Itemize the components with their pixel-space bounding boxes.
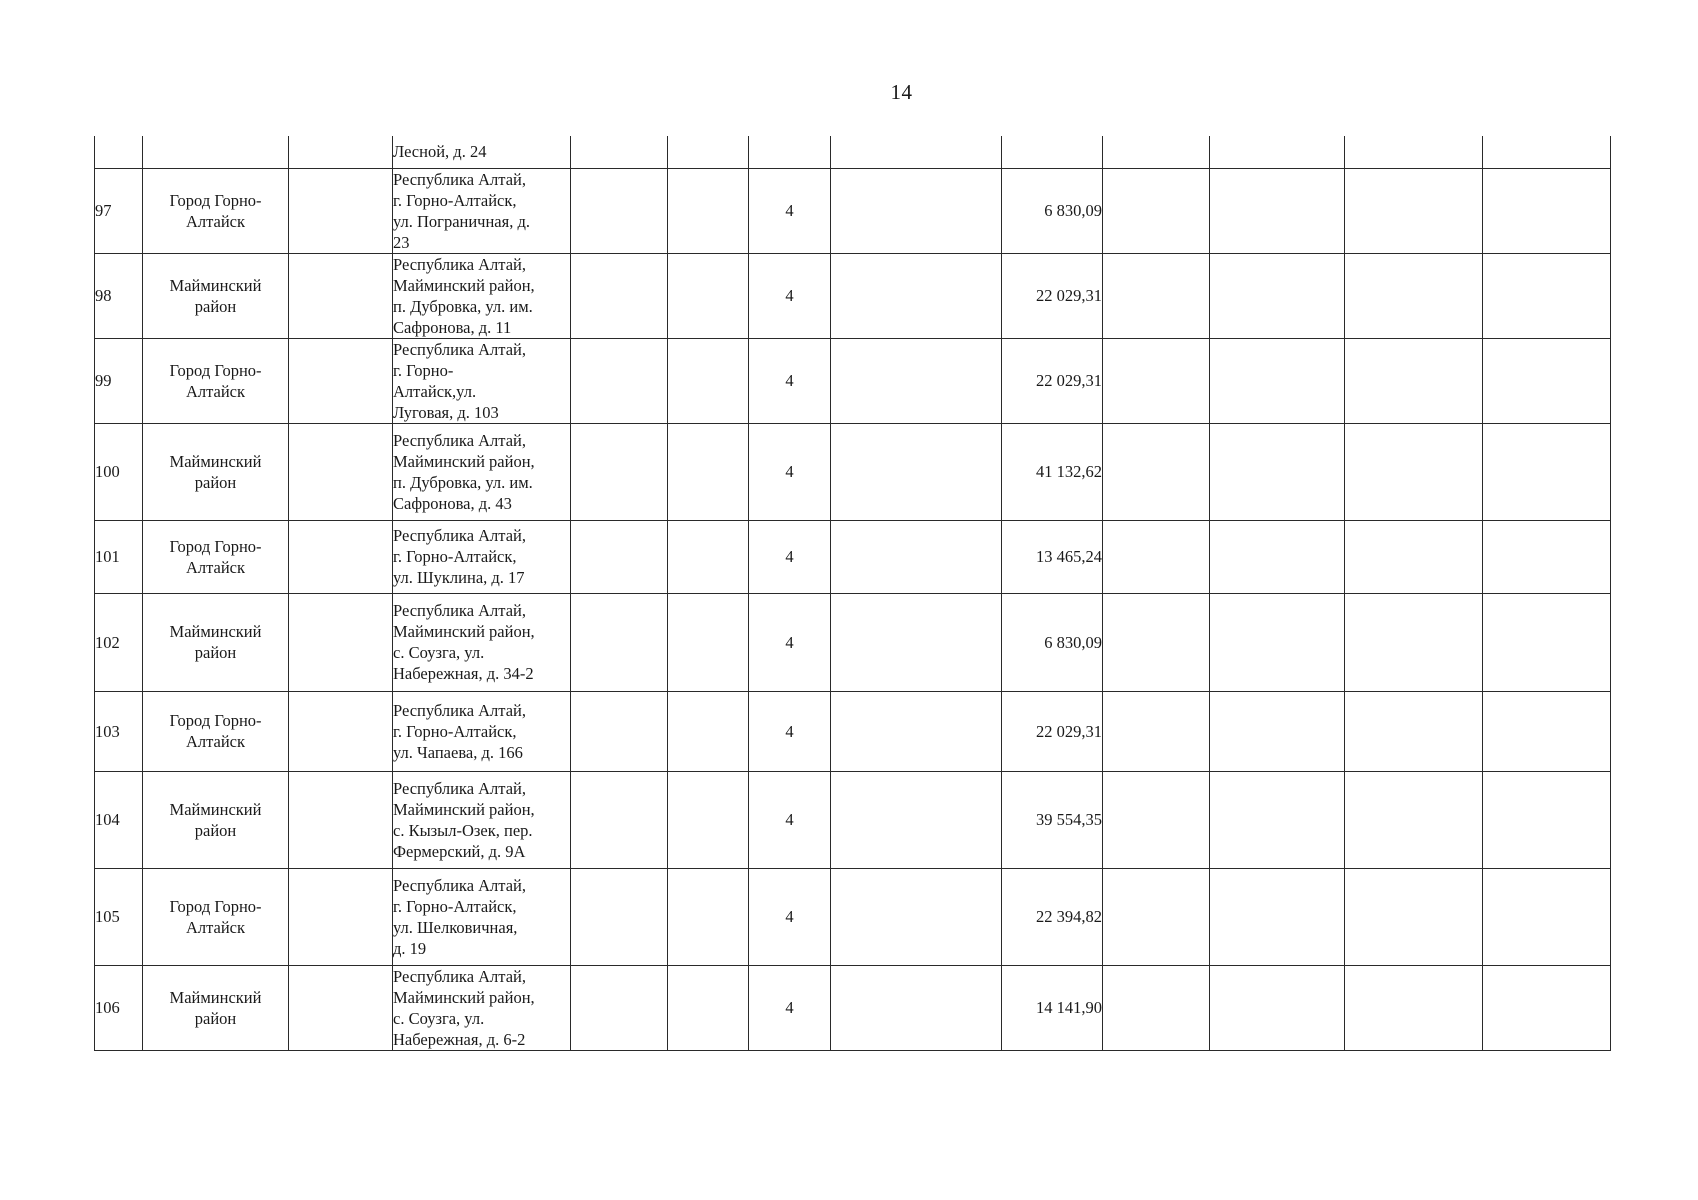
cell-floors: 4: [749, 965, 831, 1050]
cell-empty: [831, 168, 1002, 253]
cell-address-line: г. Горно-Алтайск,: [393, 721, 517, 741]
cell-empty: [1103, 965, 1210, 1050]
cell-address-line: с. Соузга, ул.: [393, 1008, 485, 1028]
cell-address-line: г. Горно-Алтайск,: [393, 896, 517, 916]
cell-empty: [1345, 253, 1483, 338]
cell-address-line: Республика Алтай,: [393, 169, 526, 189]
cell-empty: [831, 520, 1002, 593]
cell-empty: [1210, 868, 1345, 965]
cell-area-line: Майминский: [169, 987, 262, 1007]
cell-address-line: г. Горно-Алтайск,: [393, 190, 517, 210]
cell-empty: [571, 136, 668, 168]
cell-area-line: Город Горно-: [169, 711, 262, 730]
cell-area-line: Алтайск: [185, 732, 246, 751]
cell-amount: [1002, 136, 1103, 168]
cell-empty: [1210, 771, 1345, 868]
cell-num: 99: [95, 338, 143, 423]
cell-empty: [289, 771, 393, 868]
cell-address-line: Республика Алтай,: [393, 601, 526, 620]
cell-empty: [571, 691, 668, 771]
cell-amount: 6 830,09: [1002, 168, 1103, 253]
cell-address: [393, 965, 571, 1050]
table-row: [95, 338, 1611, 423]
cell-empty: [831, 253, 1002, 338]
cell-area: [143, 423, 289, 520]
cell-address-line: Республика Алтай,: [393, 430, 526, 450]
cell-empty: [1103, 691, 1210, 771]
table-row: [95, 423, 1611, 520]
cell-empty: [668, 868, 749, 965]
cell-empty: [289, 965, 393, 1050]
cell-empty: [1210, 253, 1345, 338]
cell-empty: [668, 423, 749, 520]
cell-empty: [1345, 868, 1483, 965]
cell-amount: 13 465,24: [1002, 520, 1103, 593]
cell-empty: [1483, 965, 1611, 1050]
cell-empty: [571, 168, 668, 253]
cell-empty: [831, 771, 1002, 868]
cell-empty: [289, 136, 393, 168]
cell-address: [393, 771, 571, 868]
cell-num: 101: [95, 520, 143, 593]
cell-address-line: Сафронова, д. 43: [393, 493, 512, 513]
cell-area-line: район: [194, 820, 237, 840]
cell-empty: [1345, 771, 1483, 868]
cell-empty: [1483, 423, 1611, 520]
cell-empty: [831, 136, 1002, 168]
cell-empty: [289, 868, 393, 965]
cell-area-line: Город Горно-: [169, 896, 262, 916]
cell-address-line: Алтайск,ул.: [393, 381, 477, 401]
cell-address-line: ул. Чапаева, д. 166: [393, 742, 523, 762]
cell-num: 106: [95, 965, 143, 1050]
cell-num: 104: [95, 771, 143, 868]
table-row: [95, 253, 1611, 338]
cell-empty: [1483, 771, 1611, 868]
cell-empty: [668, 253, 749, 338]
cell-address-line: Республика Алтай,: [393, 778, 526, 798]
cell-num: 100: [95, 423, 143, 520]
table-row: [95, 965, 1611, 1050]
cell-empty: [1103, 423, 1210, 520]
cell-address-line: Республика Алтай,: [393, 526, 526, 545]
cell-address: [393, 338, 571, 423]
cell-empty: [831, 868, 1002, 965]
cell-amount: 22 394,82: [1002, 868, 1103, 965]
cell-floors: 4: [749, 253, 831, 338]
cell-address: [393, 868, 571, 965]
cell-address: [393, 691, 571, 771]
cell-address-line: Набережная, д. 6-2: [393, 1029, 526, 1049]
cell-address-line: Фермерский, д. 9А: [393, 841, 526, 861]
cell-area-line: Майминский: [169, 275, 262, 295]
cell-empty: [571, 520, 668, 593]
cell-address-line: Луговая, д. 103: [393, 402, 499, 422]
cell-area-line: Майминский: [169, 451, 262, 471]
cell-area-line: Город Горно-: [169, 536, 262, 556]
cell-address-line: Республика Алтай,: [393, 700, 526, 720]
cell-address: [393, 168, 571, 253]
cell-empty: [831, 423, 1002, 520]
cell-address-line: п. Дубровка, ул. им.: [393, 472, 533, 492]
cell-num: [95, 136, 143, 168]
cell-address-line: Майминский район,: [393, 451, 535, 471]
cell-empty: [571, 338, 668, 423]
cell-amount: 39 554,35: [1002, 771, 1103, 868]
cell-empty: [1103, 136, 1210, 168]
cell-area: [143, 253, 289, 338]
cell-area-line: Майминский: [169, 799, 262, 819]
cell-empty: [668, 520, 749, 593]
cell-floors: 4: [749, 771, 831, 868]
cell-address-line: ул. Шуклина, д. 17: [393, 568, 525, 587]
cell-address-line: п. Дубровка, ул. им.: [393, 296, 533, 316]
cell-address-line: д. 19: [393, 938, 427, 958]
cell-address-line: ул. Пограничная, д.: [393, 211, 530, 231]
cell-empty: [1483, 868, 1611, 965]
table-row: [95, 520, 1611, 593]
cell-empty: [1210, 338, 1345, 423]
cell-area: [143, 691, 289, 771]
cell-area-line: Город Горно-: [169, 190, 262, 210]
cell-area: [143, 520, 289, 593]
cell-empty: [289, 338, 393, 423]
cell-amount: 22 029,31: [1002, 691, 1103, 771]
cell-empty: [1483, 520, 1611, 593]
cell-empty: [1210, 965, 1345, 1050]
cell-num: 97: [95, 168, 143, 253]
cell-amount: 6 830,09: [1002, 593, 1103, 691]
cell-area-line: район: [194, 472, 237, 492]
cell-address: [393, 253, 571, 338]
cell-area: [143, 136, 289, 168]
cell-address-line: г. Горно-Алтайск,: [393, 547, 517, 566]
cell-area-line: Город Горно-: [169, 360, 262, 380]
cell-empty: [571, 423, 668, 520]
cell-empty: [571, 868, 668, 965]
cell-area-line: Алтайск: [185, 211, 246, 231]
cell-address-line: Республика Алтай,: [393, 966, 526, 986]
cell-empty: [1103, 520, 1210, 593]
cell-amount: 22 029,31: [1002, 338, 1103, 423]
cell-address-line: 23: [393, 232, 410, 252]
cell-empty: [289, 691, 393, 771]
cell-address-line: Майминский район,: [393, 987, 535, 1007]
table-body: [95, 136, 1611, 1050]
cell-address-line: Республика Алтай,: [393, 339, 526, 359]
cell-empty: [1103, 253, 1210, 338]
cell-empty: [668, 593, 749, 691]
cell-empty: [1103, 168, 1210, 253]
cell-empty: [668, 136, 749, 168]
cell-area: [143, 868, 289, 965]
cell-empty: [1345, 136, 1483, 168]
cell-empty: [831, 965, 1002, 1050]
cell-empty: [571, 253, 668, 338]
cell-address-line: Майминский район,: [393, 799, 535, 819]
cell-empty: [1210, 423, 1345, 520]
cell-floors: 4: [749, 593, 831, 691]
cell-empty: [571, 593, 668, 691]
cell-empty: [1103, 338, 1210, 423]
cell-empty: [1210, 168, 1345, 253]
cell-empty: [1210, 520, 1345, 593]
cell-amount: 41 132,62: [1002, 423, 1103, 520]
cell-empty: [1345, 520, 1483, 593]
cell-empty: [571, 965, 668, 1050]
cell-floors: 4: [749, 168, 831, 253]
cell-area-line: Алтайск: [185, 557, 246, 577]
cell-address-line: Республика Алтай,: [393, 254, 526, 274]
cell-empty: [289, 253, 393, 338]
cell-empty: [831, 338, 1002, 423]
cell-empty: [1345, 423, 1483, 520]
cell-empty: [1483, 253, 1611, 338]
cell-address-line: Набережная, д. 34-2: [393, 664, 534, 683]
cell-empty: [289, 168, 393, 253]
cell-empty: [1210, 136, 1345, 168]
cell-empty: [1345, 168, 1483, 253]
cell-empty: [1345, 593, 1483, 691]
cell-address-line: ул. Шелковичная,: [393, 917, 518, 937]
table-row: [95, 771, 1611, 868]
table-row: [95, 691, 1611, 771]
cell-empty: [831, 691, 1002, 771]
cell-empty: [1210, 691, 1345, 771]
cell-empty: [1483, 593, 1611, 691]
cell-address-line: Майминский район,: [393, 275, 535, 295]
cell-empty: [668, 771, 749, 868]
cell-floors: 4: [749, 520, 831, 593]
cell-empty: [1345, 691, 1483, 771]
cell-empty: [1103, 868, 1210, 965]
cell-empty: [1103, 771, 1210, 868]
cell-area: [143, 965, 289, 1050]
cell-floors: [749, 136, 831, 168]
cell-address-line: с. Соузга, ул.: [393, 643, 485, 662]
cell-num: 105: [95, 868, 143, 965]
cell-address-line: г. Горно-: [393, 360, 454, 380]
table-row: [95, 868, 1611, 965]
cell-num: 103: [95, 691, 143, 771]
cell-address-line: Республика Алтай,: [393, 875, 526, 895]
cell-empty: [1483, 691, 1611, 771]
cell-empty: [668, 168, 749, 253]
cell-address-line: Майминский район,: [393, 622, 535, 641]
cell-num: 98: [95, 253, 143, 338]
cell-floors: 4: [749, 868, 831, 965]
cell-empty: [289, 423, 393, 520]
cell-area: [143, 771, 289, 868]
cell-address-line: Сафронова, д. 11: [393, 317, 512, 337]
cell-area-line: Майминский: [169, 622, 262, 641]
cell-empty: [668, 338, 749, 423]
cell-floors: 4: [749, 338, 831, 423]
cell-empty: [1483, 168, 1611, 253]
cell-empty: [1103, 593, 1210, 691]
cell-address: [393, 423, 571, 520]
cell-empty: [1210, 593, 1345, 691]
cell-area: [143, 338, 289, 423]
cell-empty: [668, 965, 749, 1050]
cell-amount: 22 029,31: [1002, 253, 1103, 338]
table-row: [95, 168, 1611, 253]
cell-address: [393, 593, 571, 691]
cell-area-line: район: [194, 1008, 237, 1028]
cell-floors: 4: [749, 691, 831, 771]
registry-table: [94, 136, 1611, 1051]
cell-area-line: Алтайск: [185, 381, 246, 401]
table-row: [95, 593, 1611, 691]
cell-floors: 4: [749, 423, 831, 520]
cell-empty: [668, 691, 749, 771]
cell-empty: [289, 593, 393, 691]
cell-empty: [571, 771, 668, 868]
cell-empty: [1345, 965, 1483, 1050]
cell-empty: [289, 520, 393, 593]
cell-area: [143, 593, 289, 691]
cell-address: Лесной, д. 24: [393, 136, 571, 168]
cell-empty: [1483, 136, 1611, 168]
cell-empty: [1345, 338, 1483, 423]
cell-area: [143, 168, 289, 253]
table-row-continuation: [95, 136, 1611, 168]
cell-area-line: район: [194, 296, 237, 316]
page-number: 14: [890, 80, 913, 104]
cell-empty: [831, 593, 1002, 691]
cell-num: 102: [95, 593, 143, 691]
cell-empty: [1483, 338, 1611, 423]
cell-amount: 14 141,90: [1002, 965, 1103, 1050]
cell-address: [393, 520, 571, 593]
cell-area-line: Алтайск: [185, 917, 246, 937]
cell-address-line: с. Кызыл-Озек, пер.: [393, 820, 533, 840]
cell-area-line: район: [194, 643, 237, 662]
